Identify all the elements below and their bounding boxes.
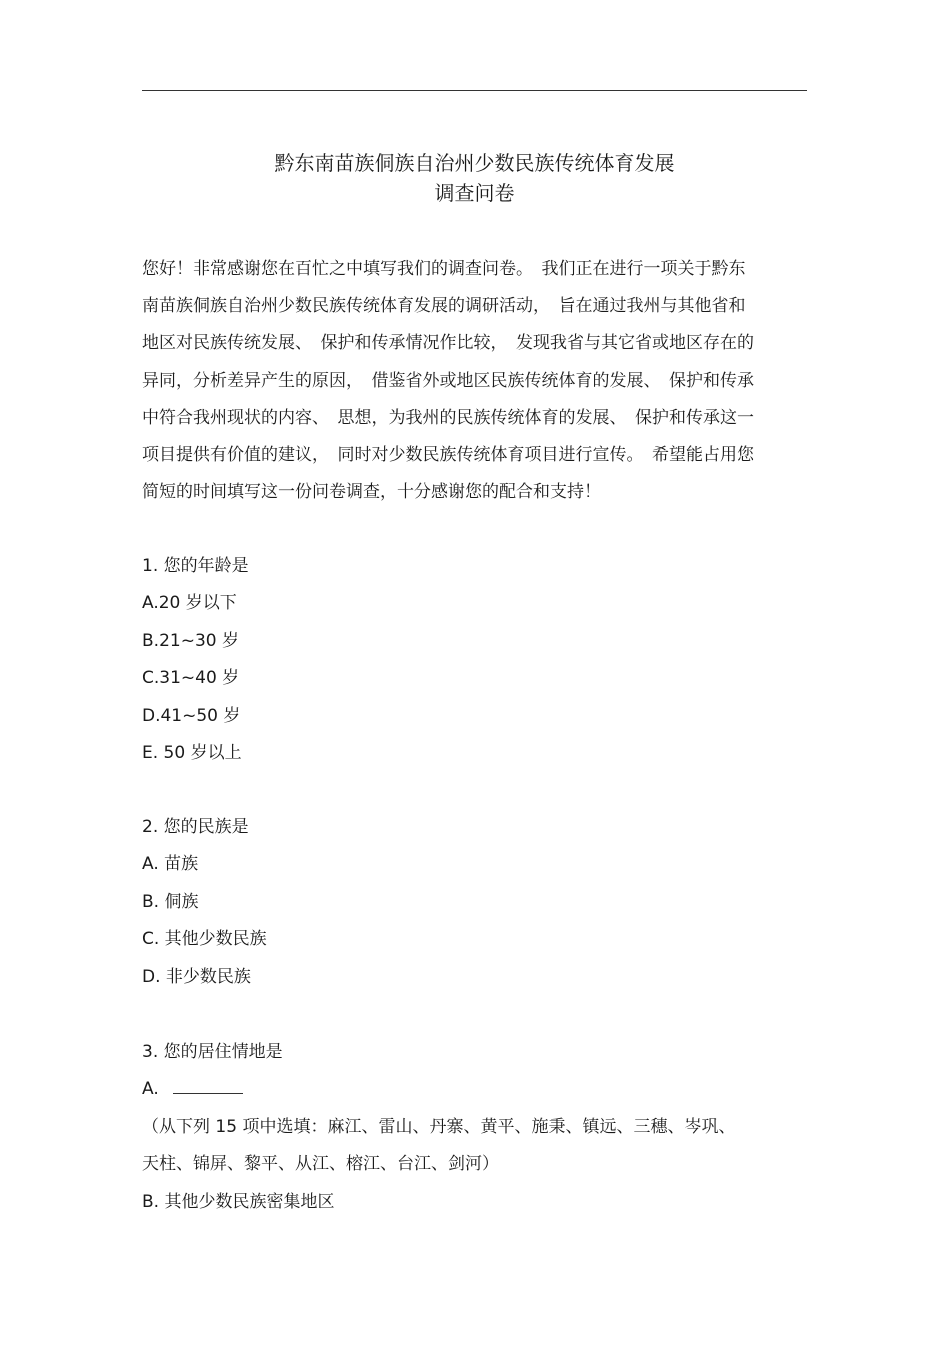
intro-line: 简短的时间填写这一份问卷调查，十分感谢您的配合和支持！ <box>142 482 601 503</box>
answer-option: B. 侗族 <box>142 891 199 912</box>
intro-line: 地区对民族传统发展、 保护和传承情况作比较， 发现我省与其它省或地区存在的 <box>142 333 754 354</box>
title-line-1: 黔东南苗族侗族自治州少数民族传统体育发展 <box>274 151 675 175</box>
answer-option: A. 苗族 <box>142 854 199 875</box>
title-line-2: 调查问卷 <box>434 181 515 205</box>
option-note-line: （从下列 15 项中选填：麻江、雷山、丹寨、黄平、施秉、镇远、三穗、岑巩、 <box>142 1116 736 1137</box>
intro-line: 异同，分析差异产生的原因， 借鉴省外或地区民族传统体育的发展、 保护和传承 <box>142 370 754 391</box>
question-ethnicity <box>142 809 808 996</box>
question-prompt: 1. 您的年龄是 <box>142 556 249 576</box>
answer-option-b: B. 其他少数民族密集地区 <box>142 1191 335 1212</box>
intro-line: 您好！非常感谢您在百忙之中填写我们的调查问卷。 我们正在进行一项关于黔东 <box>142 259 746 279</box>
answer-option: D. 非少数民族 <box>142 966 251 987</box>
intro-line: 南苗族侗族自治州少数民族传统体育发展的调研活动， 旨在通过我州与其他省和 <box>142 296 746 317</box>
question-prompt: 2. 您的民族是 <box>142 817 249 837</box>
answer-option: A.20 岁以下 <box>142 593 237 614</box>
question-age <box>142 548 808 772</box>
option-note-line: 天柱、锦屏、黎平、从江、榕江、台江、剑河） <box>142 1154 499 1175</box>
option-a-label: A. <box>142 1079 159 1100</box>
answer-option: D.41~50 岁 <box>142 705 241 726</box>
intro-line: 项目提供有价值的建议， 同时对少数民族传统体育项目进行宣传。 希望能占用您 <box>142 445 754 466</box>
answer-option: B.21~30 岁 <box>142 630 239 651</box>
answer-option: C.31~40 岁 <box>142 668 240 689</box>
question-residence <box>142 1034 808 1221</box>
answer-option-a <box>142 1071 808 1108</box>
document-title <box>142 148 807 208</box>
answer-option: C. 其他少数民族 <box>142 929 267 950</box>
intro-paragraph <box>142 251 808 511</box>
question-prompt: 3. 您的居住情地是 <box>142 1042 283 1062</box>
answer-option: E. 50 岁以上 <box>142 743 242 764</box>
header-rule <box>142 90 807 91</box>
fill-in-blank[interactable] <box>173 1075 243 1094</box>
intro-line: 中符合我州现状的内容、 思想，为我州的民族传统体育的发展、 保护和传承这一 <box>142 407 754 428</box>
